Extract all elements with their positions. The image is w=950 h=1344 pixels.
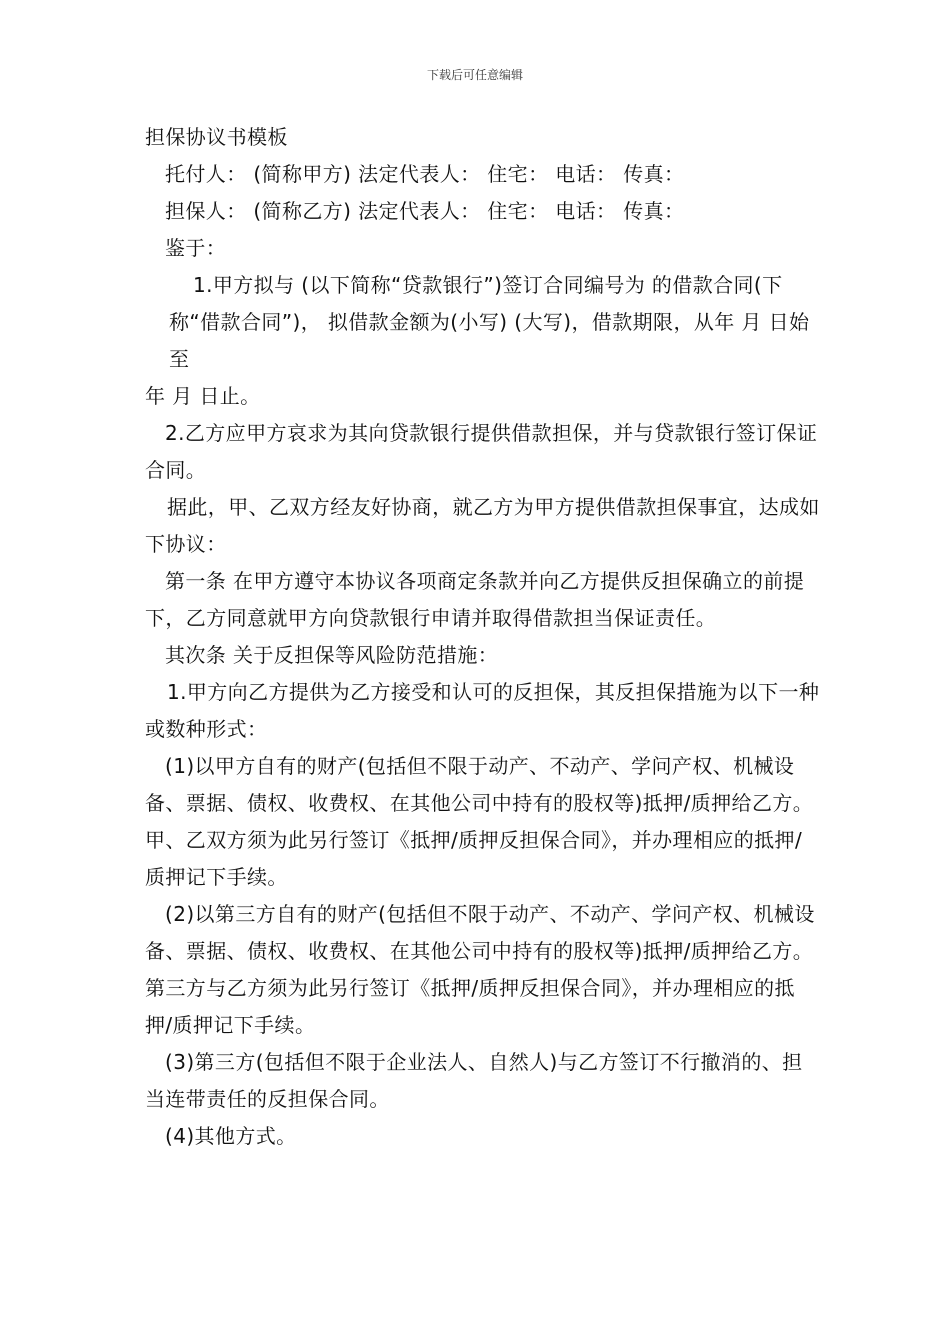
document-body [145,119,820,1155]
option-1: (1)以甲方自有的财产(包括但不限于动产、不动产、学问产权、机械设备、票据、债权、收费权、在其他公司中持有的股权等)抵押/质押给乙方。甲、乙双方须为此另行签订《抵押/质押反担保合同》，并办理相应的抵押/质押记下手续。 [145,754,814,889]
recital-2: 2.乙方应甲方哀求为其向贷款银行提供借款担保，并与贷款银行签订保证合同。 [145,421,818,482]
recital-1: 1.甲方拟与 (以下简称“贷款银行”)签订合同编号为 的借款合同(下称“借款合同”)， 拟借款金额为(小写) (大写)，借款期限，从年 月 日始至 [169,273,810,371]
party-b-line: 担保人： (简称乙方) 法定代表人： 住宅： 电话： 传真： [165,199,685,223]
agreement-intro: 据此，甲、乙双方经友好协商，就乙方为甲方提供借款担保事宜，达成如下协议： [145,495,820,556]
article-1: 第一条 在甲方遵守本协议各项商定条款并向乙方提供反担保确立的前提下，乙方同意就甲方向贷款银行申请并取得借款担当保证责任。 [145,569,805,630]
recital-1-end: 年 月 日止。 [145,384,261,408]
party-a-line: 托付人： (简称甲方) 法定代表人： 住宅： 电话： 传真： [165,162,685,186]
document-title: 担保协议书模板 [145,125,288,149]
page-header-note: 下载后可任意编辑 [426,68,523,82]
whereas-heading: 鉴于： [165,236,227,260]
option-3: (3)第三方(包括但不限于企业法人、自然人)与乙方签订不行撤消的、担当连带责任的反担保合同。 [145,1050,803,1111]
option-4: (4)其他方式。 [165,1124,297,1148]
option-2: (2)以第三方自有的财产(包括但不限于动产、不动产、学问产权、机械设备、票据、债权、收费权、在其他公司中持有的股权等)抵押/质押给乙方。第三方与乙方须为此另行签订《抵押/质押反担保合同》，并办理相应的抵押/质押记下手续。 [145,902,815,1037]
article-2-item-1: 1.甲方向乙方提供为乙方接受和认可的反担保，其反担保措施为以下一种或数种形式： [145,680,820,741]
article-2-title: 其次条 关于反担保等风险防范措施： [165,643,499,667]
